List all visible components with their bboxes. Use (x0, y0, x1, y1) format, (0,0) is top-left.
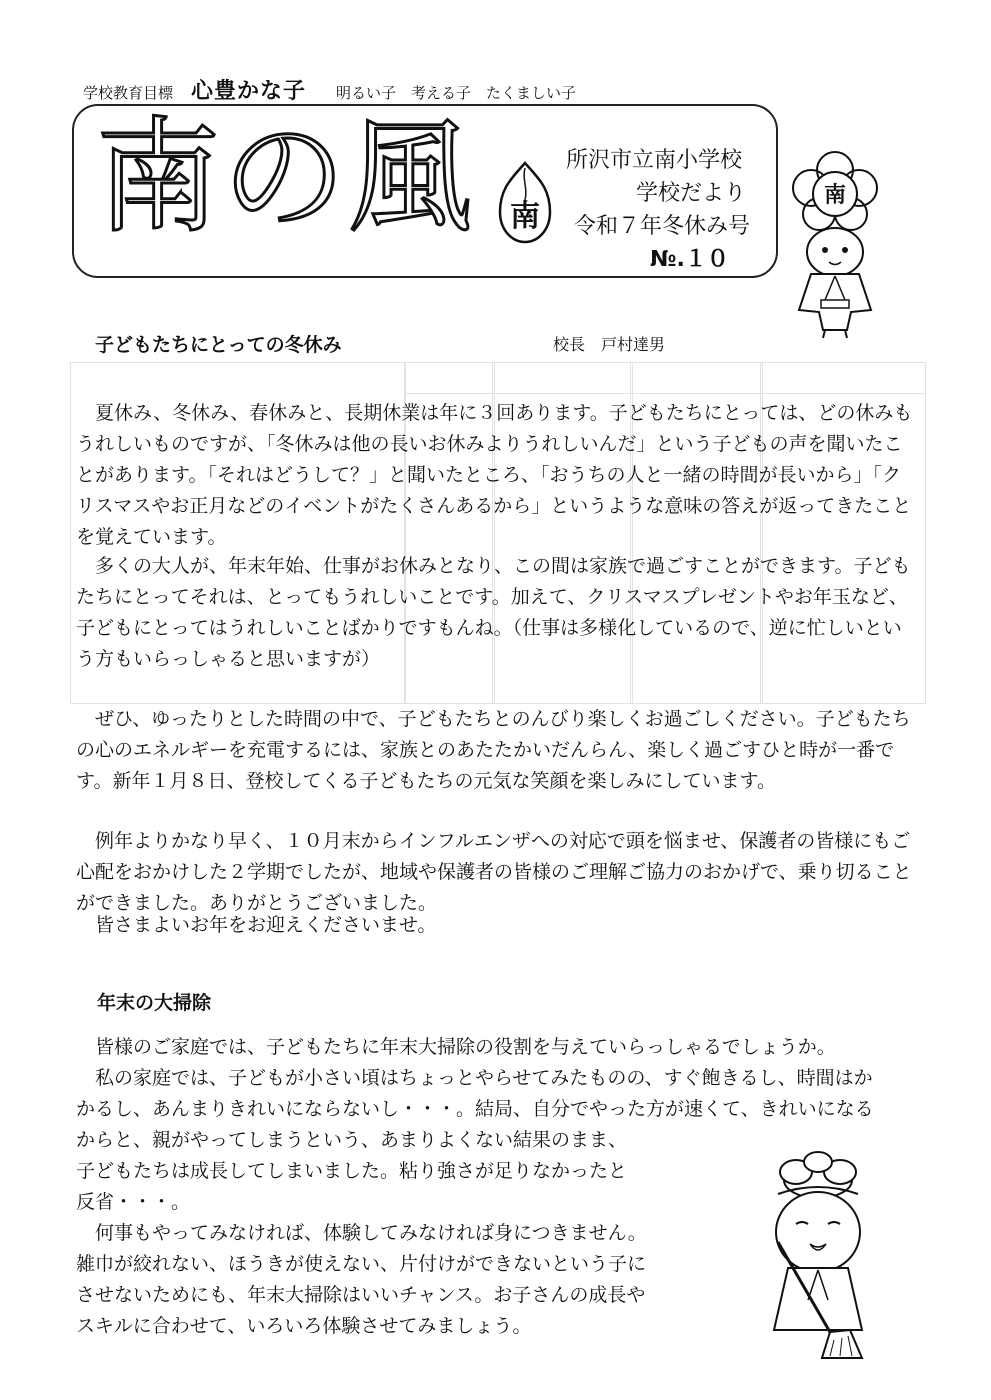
article1-paragraph-2: 多くの大人が、年末年始、仕事がお休みとなり、この間は家族で過ごすことができます。子どもたちにとってそれは、とってもうれしいことです。加えて、クリスマスプレゼントやお年玉など、子どもにとってはうれしいことばかりですもんね。（仕事は多様化しているので、逆に忙しいという方もいらっしゃると思いますが） (76, 555, 911, 670)
goal-sub: 明るい子 考える子 たくましい子 (336, 84, 577, 102)
article1-paragraph-5: 皆さまよいお年をお迎えくださいませ。 (95, 914, 437, 936)
goal-label: 学校教育目標 (83, 84, 174, 102)
issue-number: №.１０ (650, 247, 729, 272)
article2-line: 皆様のご家庭では、子どもたちに年末大掃除の役割を与えていらっしゃるでしょうか。 (95, 1036, 836, 1058)
article2-line: かるし、あんまりきれいにならないし・・・。結局、自分でやった方が速くて、きれいになる (76, 1098, 874, 1120)
school-goal-line (83, 74, 576, 105)
article2-line: からと、親がやってしまうという、あまりよくない結果のまま、 (76, 1129, 628, 1151)
svg-text:南: 南 (823, 183, 847, 208)
school-info (560, 144, 750, 276)
article2-line: 反省・・・。 (76, 1191, 191, 1213)
article2-line: 私の家庭では、子どもが小さい頃はちょっとやらせてみたものの、すぐ飽きるし、時間はか (95, 1067, 873, 1089)
article2-line: 子どもたちは成長してしまいました。粘り強さが足りなかったと (76, 1160, 628, 1182)
article1-paragraph-4: 例年よりかなり早く、１０月末からインフルエンザへの対応で頭を悩ませ、保護者の皆様にもご心配をおかけした２学期でしたが、地域や保護者の皆様のご理解ご協力のおかげで、乗り切ることができました。ありがとうございました。 (76, 830, 912, 914)
author-name: 戸村達男 (601, 335, 666, 354)
goal-main: 心豊かな子 (191, 79, 307, 104)
article1-title: 子どもたちにとっての冬休み (95, 334, 342, 356)
issue-label: 令和７年冬休み号 (574, 214, 751, 239)
newsletter-type: 学校だより (636, 181, 747, 206)
article2-title: 年末の大掃除 (97, 992, 212, 1014)
svg-text:南: 南 (510, 199, 540, 234)
newsletter-title: 南の風 (96, 106, 475, 250)
article1-author (553, 332, 665, 355)
article2-line: 雑巾が絞れない、ほうきが使えない、片付けができないという子に (76, 1253, 647, 1275)
article1-paragraph-1: 夏休み、冬休み、春休みと、長期休業は年に３回あります。子どもたちにとっては、どの休みもうれしいものですが、「冬休みは他の長いお休みよりうれしいんだ」という子どもの声を聞いたことがあります。「それはどうして？」と聞いたところ、「おうちの人と一緒の時間が長いから」「クリスマスやお正月などのイベントがたくさんあるから」というような意味の答えが返ってきたことを覚えています。 (76, 402, 913, 548)
article2-line: 何事もやってみなければ、体験してみなければ身につきません。 (95, 1222, 647, 1244)
article2-line: させないためにも、年末大掃除はいいチャンス。お子さんの成長や (76, 1284, 646, 1306)
author-role: 校長 (553, 335, 586, 354)
article1-paragraph-3: ぜひ、ゆったりとした時間の中で、子どもたちとのんびり楽しくお過ごしください。子どもたちの心のエネルギーを充電するには、家族とのあたたかいだんらん、楽しく過ごすひと時が一番です。新年１月８日、登校してくる子どもたちの元気な笑顔を楽しみにしています。 (76, 708, 911, 792)
mascot-character-top (775, 140, 895, 344)
mascot-character-cleaning (738, 1150, 898, 1364)
school-emblem-icon (492, 160, 558, 250)
school-name: 所沢市立南小学校 (566, 148, 743, 173)
article2-line: スキルに合わせて、いろいろ体験させてみましょう。 (76, 1315, 532, 1337)
